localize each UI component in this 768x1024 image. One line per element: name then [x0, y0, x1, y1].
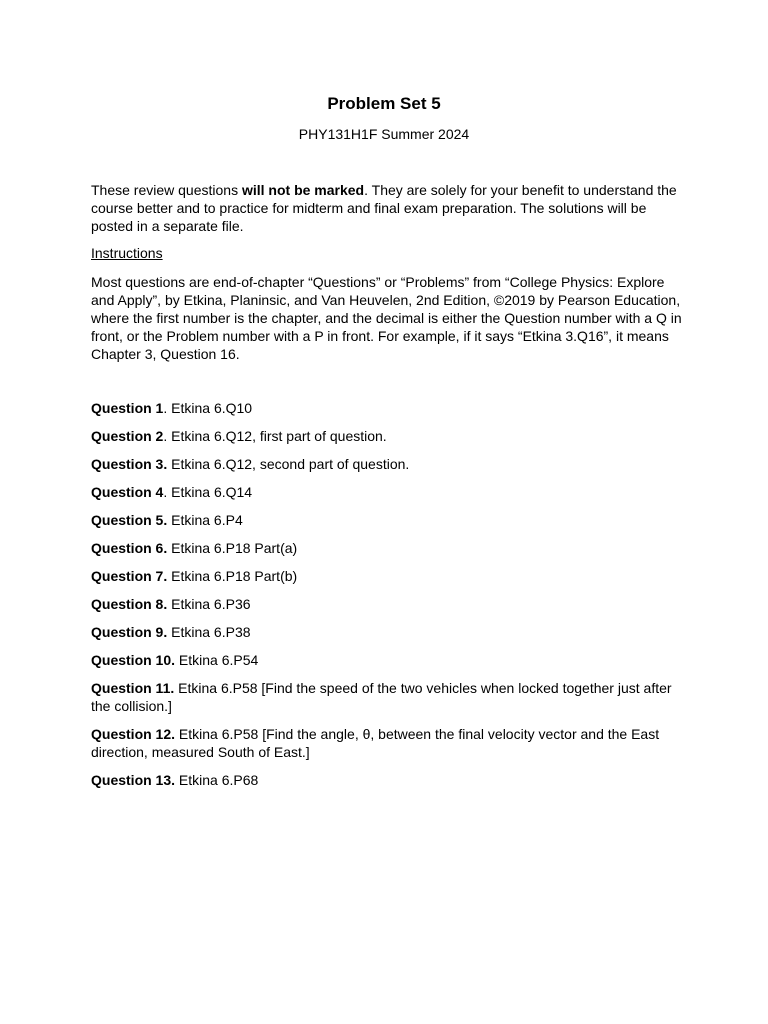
instructions-heading: Instructions [91, 245, 163, 261]
question-text: Etkina 6.P18 Part(b) [167, 568, 298, 584]
question-text: Etkina 6.P58 [Find the speed of the two vehicles when locked together just after the collision.] [91, 680, 672, 714]
question-label: Question 12. [91, 726, 176, 742]
question-item [91, 595, 683, 613]
question-label: Question 1 [91, 400, 164, 416]
question-label: Question 8. [91, 596, 168, 612]
question-label: Question 3. [91, 456, 168, 472]
question-item [91, 399, 683, 417]
question-text: Etkina 6.P36 [167, 596, 251, 612]
question-item [91, 623, 683, 641]
question-text: . Etkina 6.Q10 [163, 400, 253, 416]
question-label: Question 2 [91, 428, 164, 444]
question-list [91, 399, 683, 799]
question-item [91, 455, 683, 473]
question-label: Question 10. [91, 652, 176, 668]
question-item [91, 679, 683, 715]
question-label: Question 5. [91, 512, 168, 528]
question-text: Etkina 6.P54 [175, 652, 259, 668]
question-text: Etkina 6.P68 [175, 772, 259, 788]
question-text: Etkina 6.P38 [167, 624, 251, 640]
question-text: Etkina 6.P18 Part(a) [167, 540, 298, 556]
question-label: Question 6. [91, 540, 168, 556]
question-text: . Etkina 6.Q12, first part of question. [163, 428, 387, 444]
intro-bold-text: will not be marked [241, 182, 365, 198]
question-label: Question 7. [91, 568, 168, 584]
question-label: Question 4 [91, 484, 164, 500]
question-item [91, 511, 683, 529]
question-label: Question 9. [91, 624, 168, 640]
intro-paragraph [91, 181, 683, 235]
question-item [91, 539, 683, 557]
question-item [91, 567, 683, 585]
question-text: Etkina 6.P58 [Find the angle, θ, between the final velocity vector and the East direction, measured South of East.] [91, 726, 660, 760]
question-item [91, 771, 683, 789]
question-label: Question 11. [91, 680, 175, 696]
instructions-body: Most questions are end-of-chapter “Questions” or “Problems” from “College Physics: Explore and Apply”, by Etkina, Planinsic, and Van Heuvelen, 2nd Edition, ©2019 by Pearson Education, where the first number is the chapter, and the decimal is either the Question number with a Q in front, or the Problem number with a P in front. For example, if it says “Etkina 3.Q16”, it means Chapter 3, Question 16. [91, 274, 682, 362]
question-text: . Etkina 6.Q14 [163, 484, 253, 500]
course-subtitle: PHY131H1F Summer 2024 [298, 126, 470, 142]
question-item [91, 483, 683, 501]
question-item [91, 725, 683, 761]
question-label: Question 13. [91, 772, 176, 788]
intro-text-before: These review questions [91, 182, 242, 198]
question-text: Etkina 6.Q12, second part of question. [167, 456, 410, 472]
question-item [91, 651, 683, 669]
question-item [91, 427, 683, 445]
intro-text-after: . They are solely for your benefit to understand the course better and to practice for midterm and final exam preparation. The solutions will be posted in a separate file. [91, 182, 677, 234]
question-text: Etkina 6.P4 [167, 512, 243, 528]
page-title: Problem Set 5 [327, 94, 441, 113]
